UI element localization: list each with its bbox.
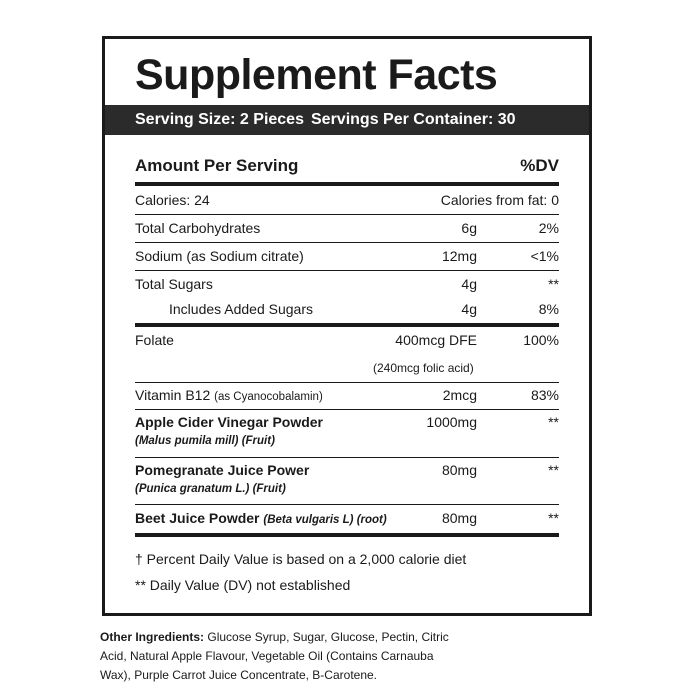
acv-row xyxy=(135,410,559,458)
other-ingredients-label: Other Ingredients: xyxy=(100,630,205,644)
nutrient-name: Vitamin B12 (as Cyanocobalamin) xyxy=(135,387,323,403)
nutrient-amount: 6g xyxy=(461,220,477,236)
table-row xyxy=(135,271,559,298)
serving-size: Serving Size: 2 Pieces xyxy=(135,111,304,128)
beet-row xyxy=(135,505,559,531)
nutrient-amount: 12mg xyxy=(441,248,477,264)
column-header xyxy=(135,152,559,182)
other-ingredients xyxy=(100,628,460,685)
nutrient-name: Beet Juice Powder (Beta vulgaris L) (root) xyxy=(135,510,387,526)
nutrient-amount: 400mcg DFE xyxy=(395,332,477,348)
dv-header: %DV xyxy=(520,156,559,175)
nutrient-source: (Punica granatum L.) (Fruit) xyxy=(135,483,286,495)
nutrient-dv: ** xyxy=(548,414,559,430)
b12-row xyxy=(135,383,559,410)
table-row xyxy=(135,299,559,324)
thick-divider xyxy=(135,533,559,537)
nutrient-dv: <1% xyxy=(530,248,559,264)
panel-title: Supplement Facts xyxy=(135,51,498,99)
other-ingredients-text: Glucose Syrup, Sugar, Glucose, Pectin, Citric Acid, Natural Apple Flavour, Vegetable Oil (Contains Carnauba Wax), Purple Carrot Juice Concentrate, B-Carotene. xyxy=(100,630,449,682)
nutrient-name: Total Sugars xyxy=(135,276,213,292)
thick-divider xyxy=(135,182,559,186)
nutrient-name: Folate xyxy=(135,332,174,348)
nutrient-amount: 1000mg xyxy=(426,414,477,430)
nutrient-source: (Malus pumila mill) (Fruit) xyxy=(135,435,275,447)
thick-divider xyxy=(135,323,559,327)
pomegranate-row xyxy=(135,458,559,505)
nutrient-amount: 80mg xyxy=(441,462,477,478)
nutrient-dv: 8% xyxy=(538,301,559,317)
nutrient-amount: 2mcg xyxy=(442,387,477,403)
table-row xyxy=(135,243,559,271)
nutrient-dv: ** xyxy=(548,276,559,292)
calories-from-fat: Calories from fat: 0 xyxy=(440,192,559,208)
nutrient-name: Includes Added Sugars xyxy=(169,301,313,317)
footnote-stars: ** Daily Value (DV) not established xyxy=(135,577,351,593)
nutrient-name: Sodium (as Sodium citrate) xyxy=(135,248,304,264)
amount-per-serving-label: Amount Per Serving xyxy=(135,156,299,175)
nutrient-amount: 4g xyxy=(461,276,477,292)
nutrient-dv: ** xyxy=(548,462,559,478)
supplement-facts-panel xyxy=(102,36,592,616)
nutrient-name: Apple Cider Vinegar Powder xyxy=(135,414,324,430)
nutrient-name: Pomegranate Juice Power xyxy=(135,462,310,478)
folate-row xyxy=(135,328,559,383)
nutrient-dv: 100% xyxy=(523,332,559,348)
calories-row xyxy=(135,188,559,215)
serving-bar xyxy=(105,105,589,135)
calories-label: Calories: 24 xyxy=(135,192,210,208)
nutrient-amount: 4g xyxy=(461,301,477,317)
nutrient-amount: 80mg xyxy=(441,510,477,526)
table-row xyxy=(135,215,559,243)
folic-acid-note: (240mcg folic acid) xyxy=(373,361,474,375)
nutrient-dv: ** xyxy=(548,510,559,526)
nutrient-dv: 83% xyxy=(530,387,559,403)
servings-per-container: Servings Per Container: 30 xyxy=(311,111,516,128)
nutrient-name: Total Carbohydrates xyxy=(135,220,261,236)
nutrient-dv: 2% xyxy=(538,220,559,236)
footnote-dagger: † Percent Daily Value is based on a 2,000 calorie diet xyxy=(135,551,467,567)
